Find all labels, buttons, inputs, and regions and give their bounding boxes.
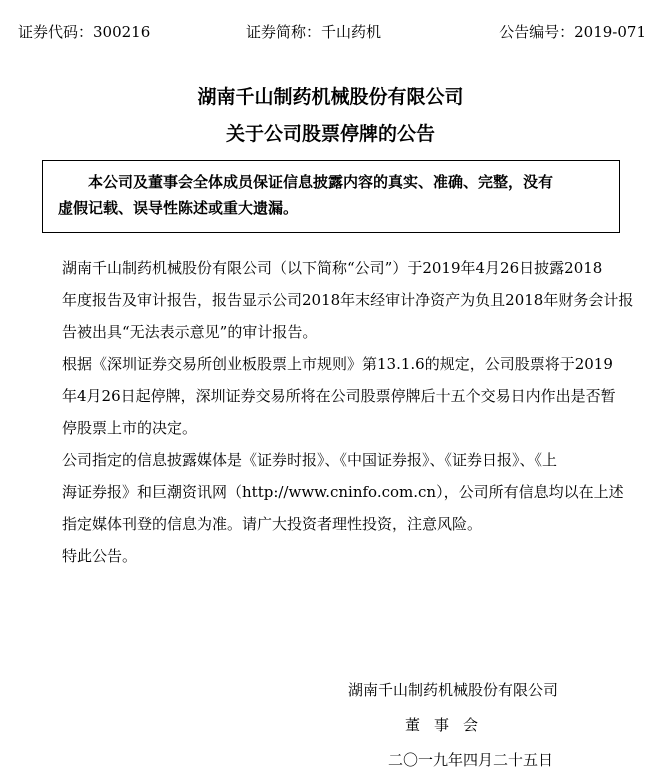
paragraph-line: 停股票上市的决定。: [62, 419, 198, 437]
signature-company: 湖南千山制药机械股份有限公司: [348, 681, 559, 699]
paragraph-line: 海证券报》和巨潮资讯网（http://www.cninfo.com.cn），公司所有信息均以在上述: [62, 483, 624, 501]
paragraph-line: 公司指定的信息披露媒体是《证券时报》、《中国证券报》、《证券日报》、《上: [62, 451, 558, 469]
closing-line: 特此公告。: [62, 547, 138, 565]
notice-line: 本公司及董事会全体成员保证信息披露内容的真实、准确、完整，没有: [88, 173, 554, 191]
paragraph-line: 年4月26日起停牌，深圳证券交易所将在公司股票停牌后十五个交易日内作出是否暂: [62, 387, 616, 405]
announcement-number: 公告编号：2019-071: [499, 23, 646, 41]
signature-date: 二〇一九年四月二十五日: [388, 751, 554, 769]
company-title: 湖南千山制药机械股份有限公司: [197, 86, 464, 108]
paragraph-line: 湖南千山制药机械股份有限公司（以下简称“公司”）于2019年4月26日披露2018: [62, 259, 603, 277]
announcement-header: [18, 22, 646, 42]
announcement-title: 关于公司股票停牌的公告: [225, 123, 435, 145]
stock-name: 证券简称：千山药机: [246, 23, 382, 41]
disclosure-notice-box: [42, 160, 620, 233]
stock-code: 证券代码：300216: [18, 23, 151, 41]
signature-board: 董事会: [405, 716, 493, 734]
paragraph-line: 年度报告及审计报告，报告显示公司2018年末经审计净资产为负且2018年财务会计报: [62, 291, 634, 309]
paragraph-line: 根据《深圳证券交易所创业板股票上市规则》第13.1.6的规定，公司股票将于2019: [62, 355, 613, 373]
paragraph-line: 告被出具“无法表示意见”的审计报告。: [62, 323, 318, 341]
paragraph-line: 指定媒体刊登的信息为准。请广大投资者理性投资，注意风险。: [62, 515, 483, 533]
notice-line: 虚假记载、误导性陈述或重大遗漏。: [58, 199, 299, 217]
